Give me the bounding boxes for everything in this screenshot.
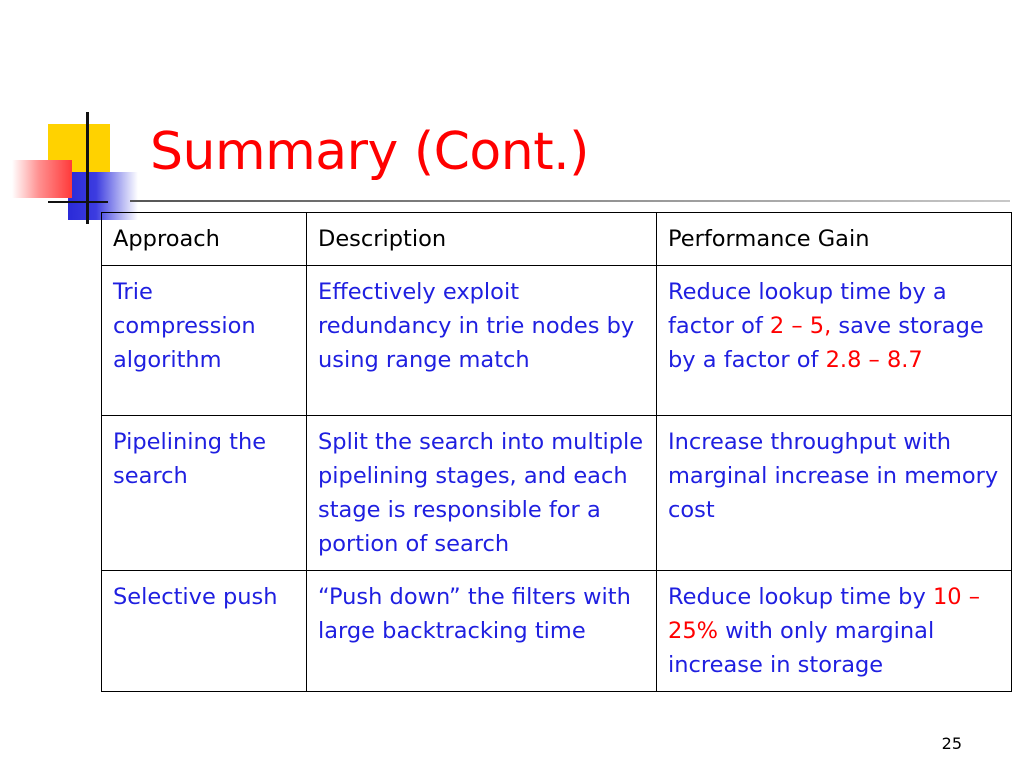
decor-short-line (48, 201, 108, 203)
gain-highlight: 2.8 – 8.7 (825, 347, 923, 373)
description-cell: Split the search into multiple pipelining stages, and each stage is responsible for a portion of search (307, 416, 657, 571)
table-row (102, 416, 1012, 571)
approach-cell: Pipelining the search (102, 416, 307, 571)
decor-vertical-line (86, 112, 89, 224)
description-cell: Effectively exploit redundancy in trie nodes by using range match (307, 266, 657, 416)
performance-gain-cell (657, 571, 1012, 692)
gain-text: Reduce lookup time by (668, 584, 933, 610)
summary-table (101, 212, 1012, 692)
table-row (102, 571, 1012, 692)
decor-red-square (12, 160, 72, 198)
gain-highlight: 2 – 5, (769, 313, 832, 339)
gain-highlight: 10 – 25% (668, 584, 980, 644)
gain-text: save storage by a factor of (668, 313, 984, 373)
gain-text: Reduce lookup time by a factor of (668, 279, 947, 339)
approach-cell: Selective push (102, 571, 307, 692)
slide-title: Summary (Cont.) (150, 122, 589, 182)
page-number: 25 (941, 734, 962, 753)
header-approach: Approach (102, 213, 307, 266)
table-row (102, 266, 1012, 416)
gain-text: Increase throughput with marginal increase in memory cost (668, 429, 999, 523)
title-underline (130, 200, 1010, 202)
description-cell: “Push down” the filters with large backtracking time (307, 571, 657, 692)
table-header-row (102, 213, 1012, 266)
approach-cell: Trie compression algorithm (102, 266, 307, 416)
header-performance-gain: Performance Gain (657, 213, 1012, 266)
performance-gain-cell (657, 266, 1012, 416)
gain-text: with only marginal increase in storage (668, 618, 935, 678)
header-description: Description (307, 213, 657, 266)
performance-gain-cell (657, 416, 1012, 571)
